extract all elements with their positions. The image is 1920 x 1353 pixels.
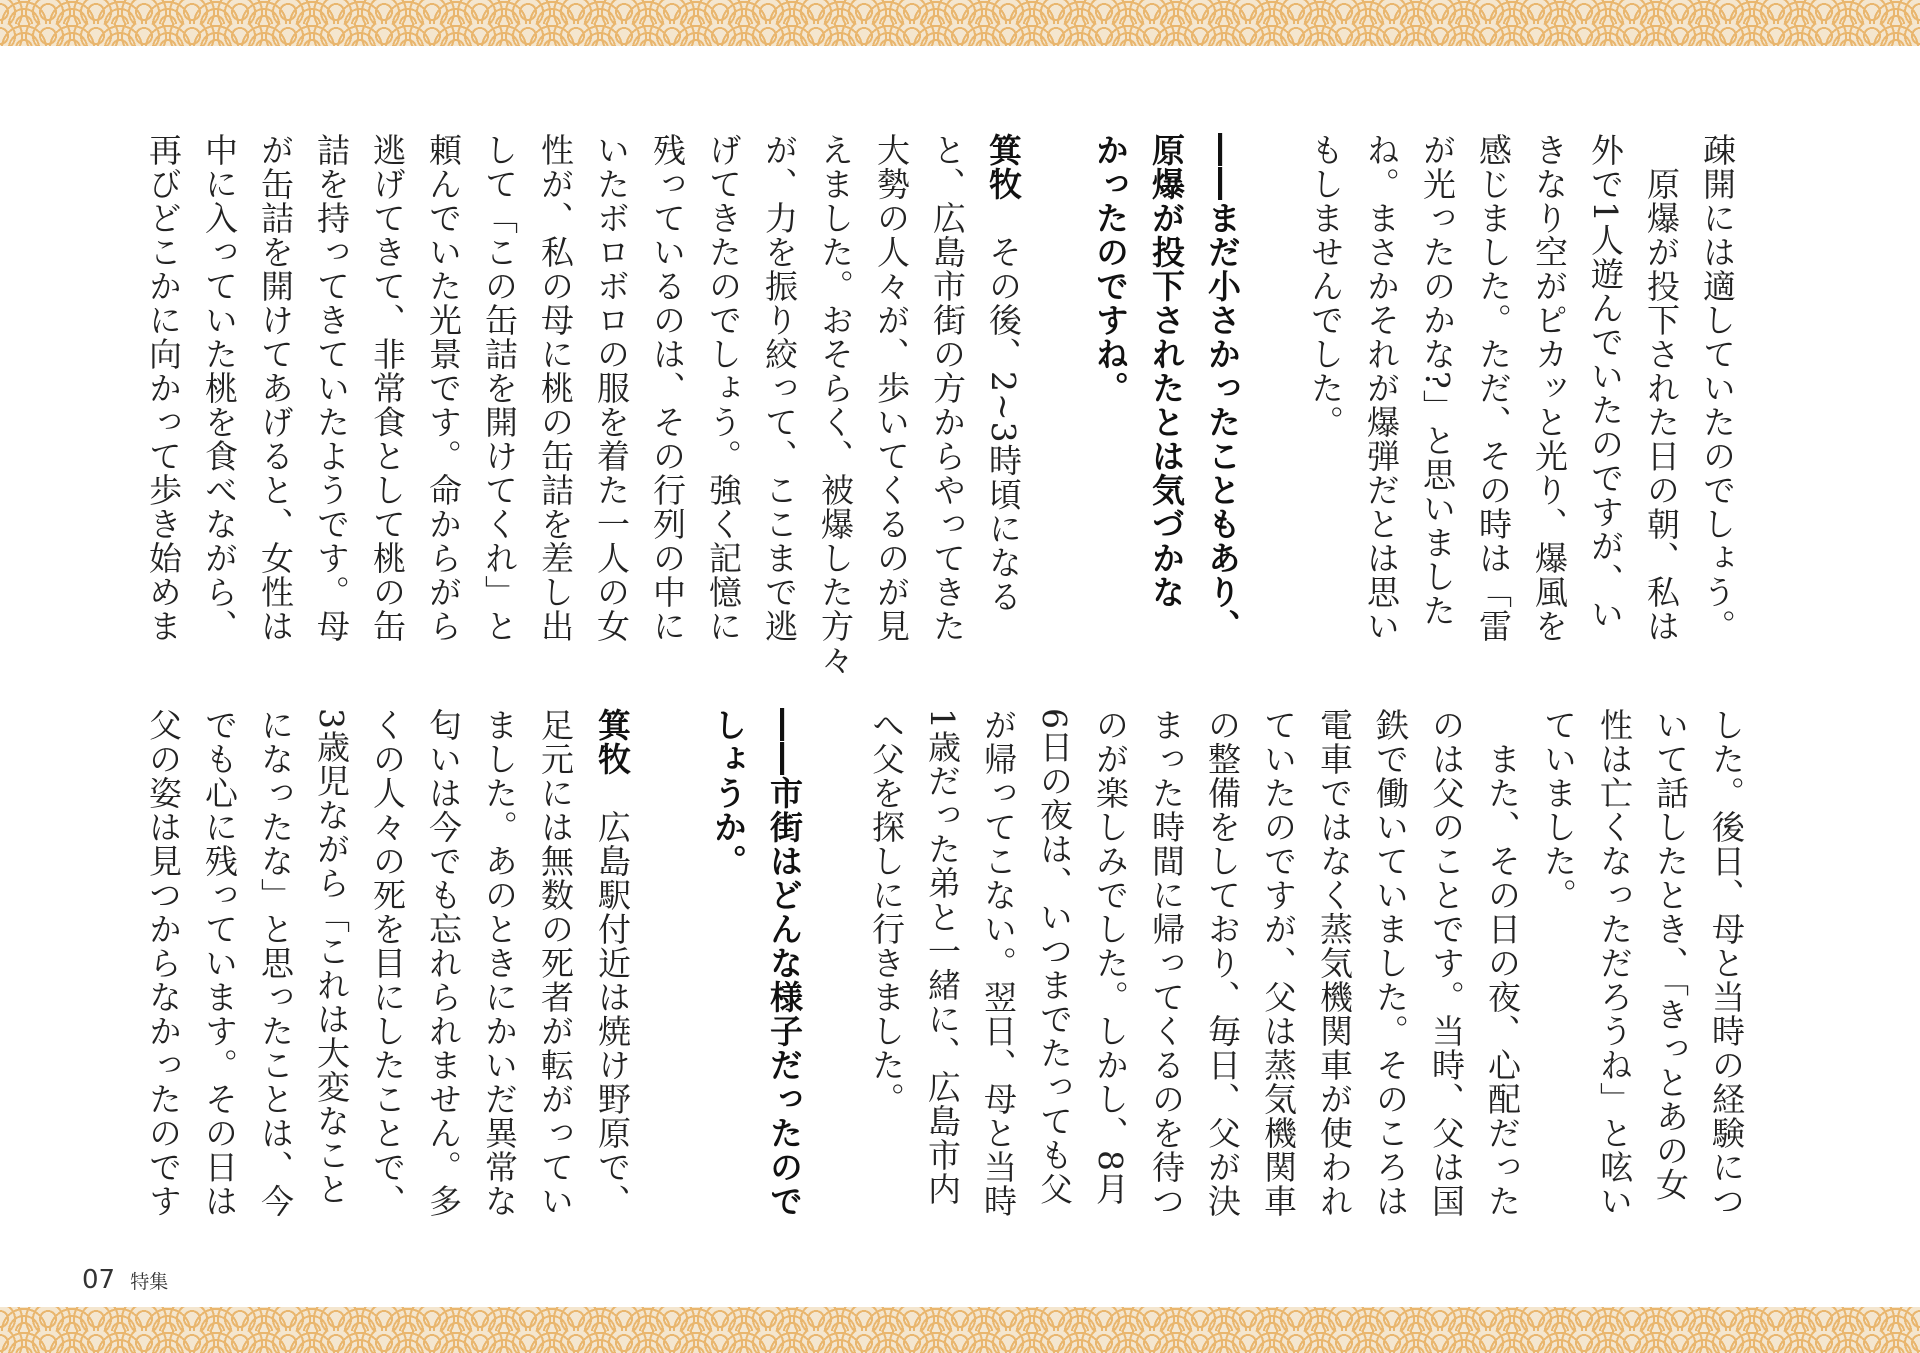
paragraph-answer-1: と、広島市街の方からやってきた 大勢の人々が、歩いてくるのが見 えました。おそらく、被爆した方々 が、力を振り絞って、ここまで逃 げてきたのでしょう。強く記憶に 残っているのは、その行列の中に いたボロボロの服を着た一人の女 性が、私の母に桃の缶詰を差し出 して「この缶詰を開けてくれ」と 頼んでいた光景です。命からがら 逃げてきて、非常食として桃の缶 詰を持ってきていたようです。母 が缶詰を開けてあげると、女性は 中に入っていた桃を食べながら、 再びどこかに向かって歩き始めま [144, 133, 967, 677]
interview-question-1: ――まだ小さかったこともあり、 原爆が投下されたとは気づかな かったのですね。 [1091, 133, 1242, 643]
answer-1-first-line [975, 133, 1031, 653]
answer-2-first-text: 広島駅付近は焼け野原で、 [593, 776, 632, 1218]
page-footer [82, 1265, 168, 1295]
speaker-label-1: 箕牧 [984, 133, 1023, 201]
page-number: 07 [82, 1265, 116, 1295]
top-wave-pattern-band [0, 0, 1920, 46]
answer-1-first-text: その後、2~3時頃になる [984, 201, 1023, 614]
paragraph-evacuation: 疎開には適していたのでしょう。 原爆が投下された日の朝、私は 外で1人遊んでいたのですが、い きなり空がピカッと光り、爆風を 感じました。ただ、その時は「雷 が光ったのかな?」と思いました ね。まさかそれが爆弾だとは思い もしませんでした。 [1306, 133, 1737, 643]
paragraph-father: した。後日、母と当時の経験につ いて話したとき、「きっとあの女 性は亡くなっただろうね」と呟い ていました。 また、その日の夜、心配だった のは父のことです。当時、父は国 鉄で働いていました。そのころは 電車ではなく蒸気機関車が使われ ていたのですが、父は蒸気機関車 の整備をしており、毎日、父が決 まった時間に帰ってくるのを待つ のが楽しみでした。しかし、8月 6日の夜は、いつまでたっても父 が帰ってこない。翌日、母と当時 1歳だった弟と一緒に、広島市内 へ父を探しに行きました。 [867, 708, 1746, 1218]
section-label: 特集 [130, 1271, 169, 1293]
bottom-wave-pattern-band [0, 1307, 1920, 1353]
answer-2-first-line [584, 708, 640, 1228]
interview-question-2: ――市街はどんな様子だったので しょうか。 [709, 708, 804, 1218]
speaker-label-2: 箕牧 [593, 708, 632, 776]
paragraph-answer-2: 足元には無数の死者が転がってい ました。あのときにかいだ異常な 匂いは今でも忘れられません。多 くの人々の死を目にしたことで、 3歳児ながら「これは大変なこと になったな」と思ったことは、今 でも心に残っています。その日は 父の姿は見つからなかったのです [144, 708, 575, 1218]
